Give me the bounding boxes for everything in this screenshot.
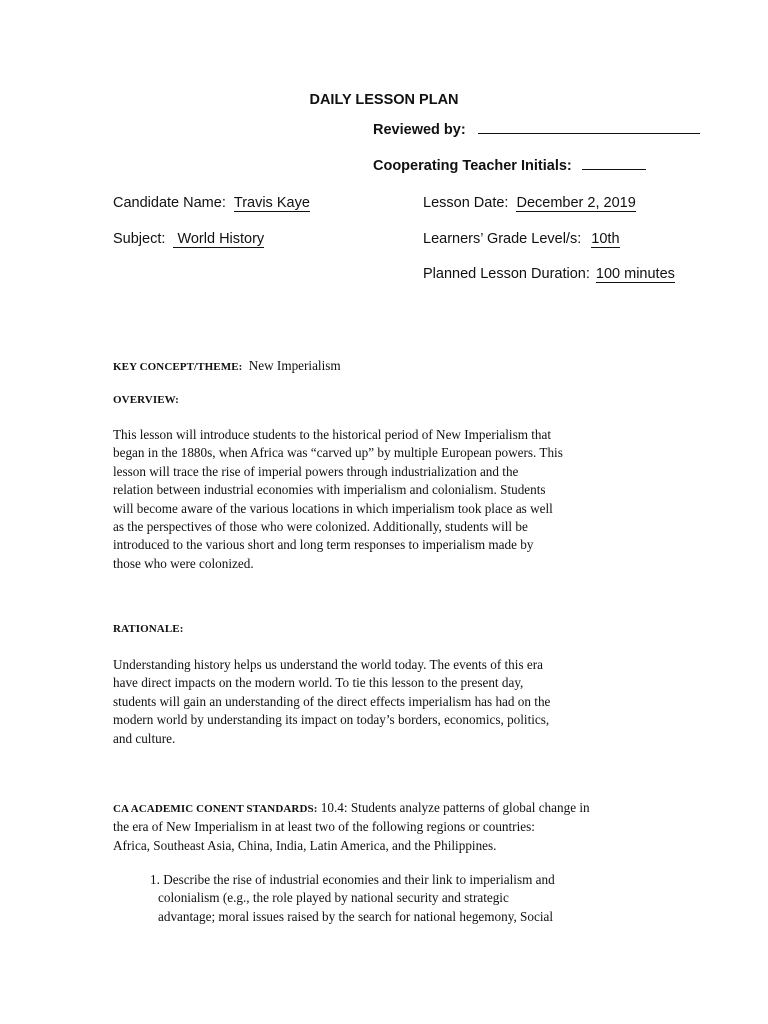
candidate-name-field: [113, 195, 310, 211]
lesson-duration-value: 100 minutes: [595, 266, 675, 282]
reviewed-by-row: [373, 119, 700, 138]
overview-line: introduced to the various short and long term responses to imperialism made by: [113, 537, 534, 553]
candidate-name-label: Candidate Name:: [113, 195, 226, 211]
standards-item-line: 1. Describe the rise of industrial economies and their link to imperialism and: [150, 872, 555, 887]
lesson-date-label: Lesson Date:: [423, 195, 509, 211]
standards-list-item-1: [150, 871, 670, 926]
overview-line: lesson will trace the rise of imperial powers through industrialization and the: [113, 463, 519, 479]
standards-heading: CA ACADEMIC CONENT STANDARDS:: [113, 803, 318, 815]
standards-line: 10.4: Students analyze patterns of global change in: [317, 800, 590, 815]
subject-value: World History: [173, 231, 264, 248]
subject-label: Subject:: [113, 231, 166, 247]
lesson-date-field: [423, 195, 636, 211]
rationale-heading: RATIONALE:: [113, 623, 184, 635]
overview-line: as the perspectives of those who were colonized. Additionally, students will be: [113, 519, 528, 535]
grade-level-field: [423, 231, 620, 247]
cooperating-teacher-label: Cooperating Teacher Initials:: [373, 158, 572, 174]
standards-first-line: [113, 799, 673, 818]
overview-heading: OVERVIEW:: [113, 394, 179, 406]
rationale-line: modern world by understanding its impact on today’s borders, economics, politics,: [113, 712, 550, 728]
key-concept-row: [113, 358, 341, 374]
lesson-duration-field: [423, 266, 675, 282]
grade-level-value: 10th: [591, 231, 620, 247]
rationale-line: students will gain an understanding of the direct effects imperialism has had on the: [113, 693, 551, 709]
grade-level-label: Learners’ Grade Level/s:: [423, 231, 582, 247]
overview-line: those who were colonized.: [113, 555, 254, 571]
lesson-date-value: December 2, 2019: [516, 195, 636, 211]
candidate-name-value: Travis Kaye: [233, 195, 310, 211]
key-concept-value: New Imperialism: [248, 358, 341, 373]
standards-paragraph: [113, 799, 673, 855]
key-concept-label: KEY CONCEPT/THEME:: [113, 361, 243, 373]
lesson-duration-label: Planned Lesson Duration:: [423, 266, 590, 282]
standards-line: Africa, Southeast Asia, China, India, Latin America, and the Philippines.: [113, 837, 497, 853]
overview-line: This lesson will introduce students to the historical period of New Imperialism that: [113, 427, 552, 442]
overview-line: will become aware of the various locations in which imperialism took place as well: [113, 500, 553, 516]
page-title: DAILY LESSON PLAN: [309, 92, 459, 108]
standards-item-line: advantage; moral issues raised by the search for national hegemony, Social: [158, 908, 554, 924]
rationale-line: have direct impacts on the modern world. To tie this lesson to the present day,: [113, 675, 524, 691]
rationale-paragraph: [113, 656, 673, 748]
overview-line: began in the 1880s, when Africa was “carved up” by multiple European powers. This: [113, 445, 563, 461]
reviewed-by-label: Reviewed by:: [373, 122, 466, 138]
standards-item-line: colonialism (e.g., the role played by national security and strategic: [158, 890, 509, 906]
cooperating-teacher-row: [373, 155, 646, 174]
reviewed-by-signature-line: [478, 119, 700, 134]
overview-paragraph: [113, 426, 673, 573]
standards-line: the era of New Imperialism in at least two of the following regions or countries:: [113, 819, 535, 835]
rationale-line: and culture.: [113, 730, 176, 746]
overview-line: relation between industrial economies with imperialism and colonialism. Students: [113, 482, 546, 498]
rationale-line: Understanding history helps us understand the world today. The events of this era: [113, 657, 543, 672]
subject-field: [113, 231, 264, 247]
cooperating-initials-line: [582, 155, 646, 170]
